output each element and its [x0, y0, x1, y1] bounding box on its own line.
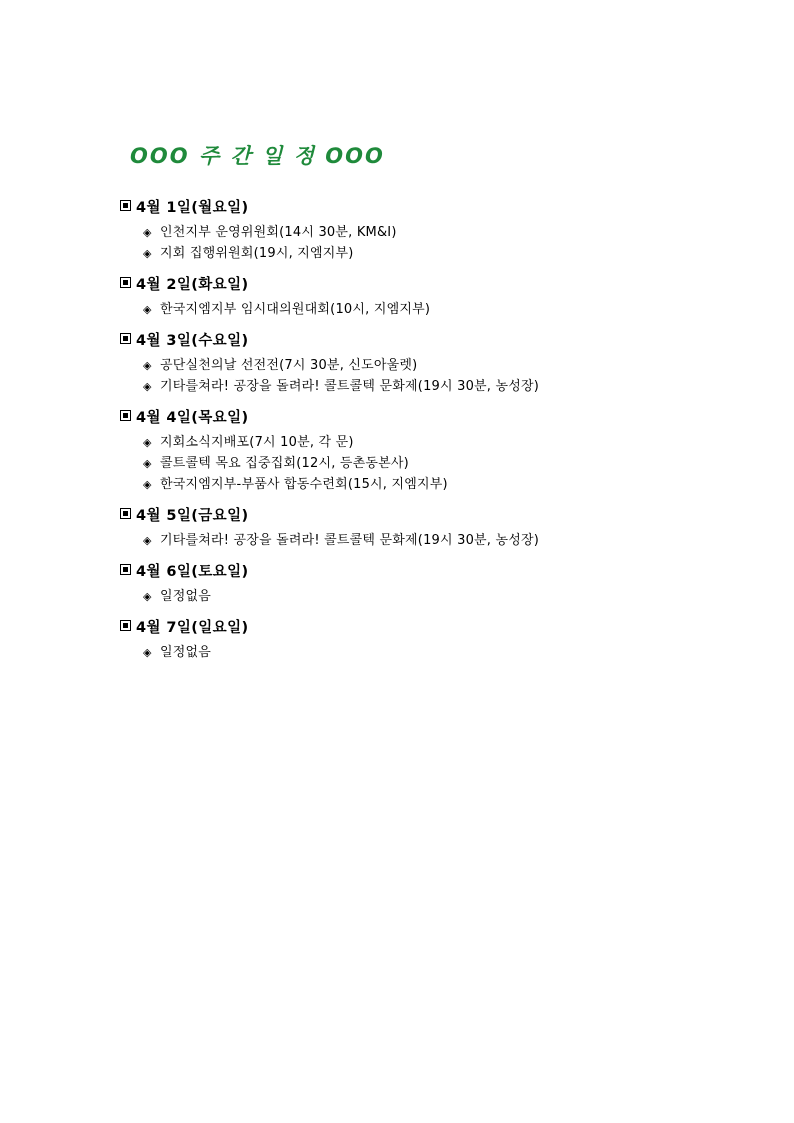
- day-label: 4월 3일(수요일): [136, 333, 249, 349]
- diamond-bullet-icon: ◈: [143, 227, 152, 239]
- event-row: [0, 452, 794, 471]
- day-block: [0, 329, 794, 394]
- diamond-bullet-icon: ◈: [143, 647, 152, 659]
- day-header: [0, 560, 794, 581]
- filled-square-bullet-icon: [120, 564, 136, 577]
- filled-square-bullet-icon: [120, 277, 136, 290]
- filled-square-bullet-icon: [120, 508, 136, 521]
- event-text: 일정없음: [160, 589, 212, 604]
- day-label: 4월 7일(일요일): [136, 620, 249, 636]
- event-row: [0, 375, 794, 394]
- page-title: OOO 주 간 일 정 OOO: [130, 144, 385, 168]
- filled-square-bullet-icon: [120, 620, 136, 633]
- event-text: 일정없음: [160, 645, 212, 660]
- diamond-bullet-icon: ◈: [143, 304, 152, 316]
- day-block: [0, 504, 794, 548]
- day-block: [0, 560, 794, 604]
- event-text: 한국지엠지부 임시대의원대회(10시, 지엠지부): [160, 302, 431, 317]
- event-row: [0, 473, 794, 492]
- event-row: [0, 585, 794, 604]
- event-text: 기타를쳐라! 공장을 돌려라! 콜트콜텍 문화제(19시 30분, 농성장): [160, 379, 540, 394]
- day-header: [0, 616, 794, 637]
- day-header: [0, 329, 794, 350]
- day-header: [0, 504, 794, 525]
- event-row: [0, 298, 794, 317]
- day-header: [0, 406, 794, 427]
- day-header: [0, 196, 794, 217]
- weekly-schedule-list: [0, 196, 794, 672]
- day-block: [0, 273, 794, 317]
- day-header: [0, 273, 794, 294]
- event-text: 콜트콜텍 목요 집중집회(12시, 등촌동본사): [160, 456, 409, 471]
- diamond-bullet-icon: ◈: [143, 381, 152, 393]
- event-row: [0, 529, 794, 548]
- day-label: 4월 2일(화요일): [136, 277, 249, 293]
- filled-square-bullet-icon: [120, 410, 136, 423]
- diamond-bullet-icon: ◈: [143, 535, 152, 547]
- day-label: 4월 4일(목요일): [136, 410, 249, 426]
- day-block: [0, 616, 794, 660]
- event-text: 공단실천의날 선전전(7시 30분, 신도아울렛): [160, 358, 418, 373]
- diamond-bullet-icon: ◈: [143, 479, 152, 491]
- event-text: 인천지부 운영위원회(14시 30분, KM&I): [160, 225, 397, 240]
- diamond-bullet-icon: ◈: [143, 458, 152, 470]
- day-block: [0, 406, 794, 492]
- event-row: [0, 431, 794, 450]
- event-text: 한국지엠지부-부품사 합동수련회(15시, 지엠지부): [160, 477, 448, 492]
- event-row: [0, 354, 794, 373]
- day-label: 4월 5일(금요일): [136, 508, 249, 524]
- event-row: [0, 242, 794, 261]
- day-label: 4월 1일(월요일): [136, 200, 249, 216]
- diamond-bullet-icon: ◈: [143, 248, 152, 260]
- event-text: 기타를쳐라! 공장을 돌려라! 콜트콜텍 문화제(19시 30분, 농성장): [160, 533, 540, 548]
- event-row: [0, 221, 794, 240]
- event-text: 지회 집행위원회(19시, 지엠지부): [160, 246, 354, 261]
- filled-square-bullet-icon: [120, 200, 136, 213]
- diamond-bullet-icon: ◈: [143, 360, 152, 372]
- diamond-bullet-icon: ◈: [143, 591, 152, 603]
- day-label: 4월 6일(토요일): [136, 564, 249, 580]
- event-row: [0, 641, 794, 660]
- filled-square-bullet-icon: [120, 333, 136, 346]
- diamond-bullet-icon: ◈: [143, 437, 152, 449]
- event-text: 지회소식지배포(7시 10분, 각 문): [160, 435, 354, 450]
- day-block: [0, 196, 794, 261]
